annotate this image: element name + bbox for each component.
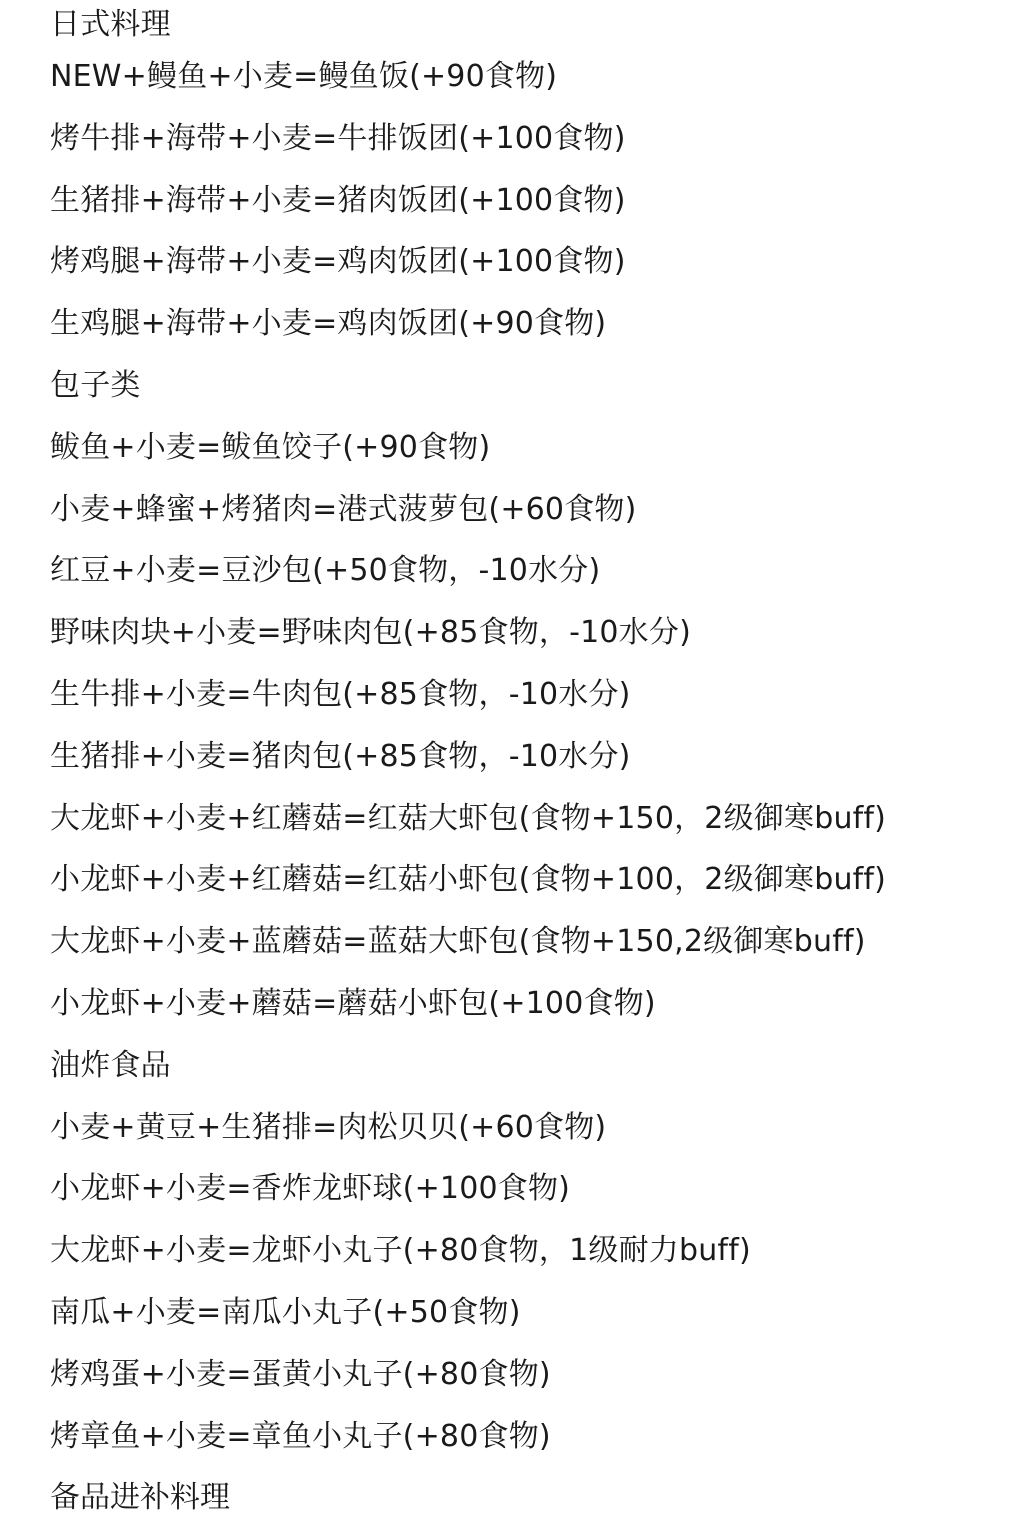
recipe-line: 野味肉块+小麦=野味肉包(+85食物，-10水分) [50,615,691,651]
recipe-line: NEW+鳗鱼+小麦=鳗鱼饭(+90食物) [50,59,558,94]
recipe-line: 小龙虾+小麦=香炸龙虾球(+100食物) [50,1171,571,1207]
recipe-line: 生鸡腿+海带+小麦=鸡肉饭团(+90食物) [50,306,607,342]
section-heading-japanese: 日式料理 [50,7,171,42]
recipe-line: 大龙虾+小麦=龙虾小丸子(+80食物，1级耐力buff) [50,1233,751,1269]
section-heading-buns: 包子类 [50,367,141,403]
recipe-line: 烤鸡蛋+小麦=蛋黄小丸子(+80食物) [50,1356,551,1392]
recipe-line: 小龙虾+小麦+蘑菇=蘑菇小虾包(+100食物) [50,985,656,1021]
recipe-line: 小麦+蜂蜜+烤猪肉=港式菠萝包(+60食物) [50,491,637,527]
recipe-line: 大龙虾+小麦+红蘑菇=红菇大虾包(食物+150，2级御寒buff) [50,800,887,836]
recipe-line: 烤牛排+海带+小麦=牛排饭团(+100食物) [50,120,626,156]
recipe-line: 大龙虾+小麦+蓝蘑菇=蓝菇大虾包(食物+150,2级御寒buff) [50,924,866,960]
recipe-line: 小麦+黄豆+生猪排=肉松贝贝(+60食物) [50,1109,607,1145]
recipe-line: 烤鸡腿+海带+小麦=鸡肉饭团(+100食物) [50,244,626,280]
recipe-line: 红豆+小麦=豆沙包(+50食物，-10水分) [50,553,601,589]
recipe-line: 南瓜+小麦=南瓜小丸子(+50食物) [50,1294,521,1330]
section-heading-cutoff: 备品进补料理 [50,1480,230,1515]
recipe-line: 小龙虾+小麦+红蘑菇=红菇小虾包(食物+100，2级御寒buff) [50,862,887,898]
recipe-line: 生牛排+小麦=牛肉包(+85食物，-10水分) [50,676,631,712]
recipe-line: 鲅鱼+小麦=鲅鱼饺子(+90食物) [50,429,491,465]
recipe-document [50,0,1010,1471]
recipe-line: 烤章鱼+小麦=章鱼小丸子(+80食物) [50,1418,551,1454]
section-heading-fried: 油炸食品 [50,1047,171,1083]
recipe-line: 生猪排+小麦=猪肉包(+85食物，-10水分) [50,738,631,774]
recipe-line: 生猪排+海带+小麦=猪肉饭团(+100食物) [50,182,626,218]
